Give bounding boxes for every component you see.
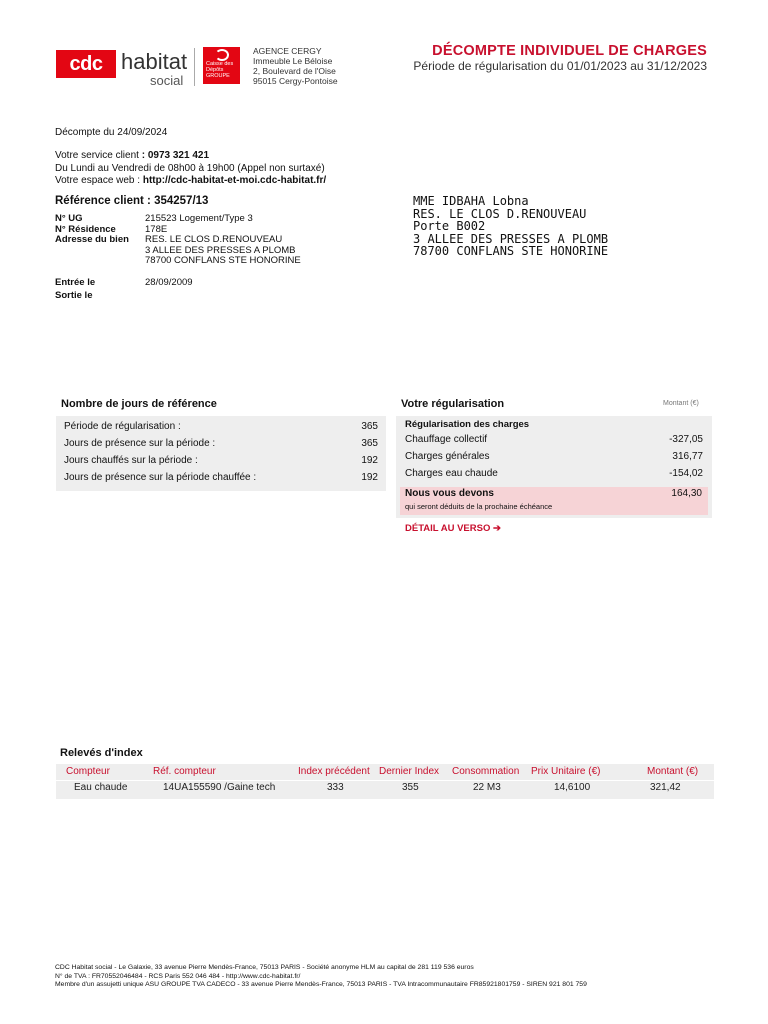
jours-value: 192 <box>361 455 378 466</box>
jours-label: Jours chauffés sur la période : <box>64 455 198 466</box>
adresse-value <box>145 235 301 267</box>
index-header: Dernier Index <box>379 766 440 777</box>
logo-divider <box>194 48 195 86</box>
residence-label: N° Résidence <box>55 223 116 235</box>
charge-row <box>405 468 703 479</box>
property-row <box>55 235 301 267</box>
property-details <box>55 214 301 267</box>
releves-title: Relevés d'index <box>60 747 143 759</box>
logo-social-text: social <box>150 73 184 88</box>
agency-address <box>253 46 338 86</box>
recipient-address <box>413 195 608 258</box>
index-cell: Eau chaude <box>74 782 128 793</box>
jours-value: 365 <box>361 421 378 432</box>
charge-label: Charges générales <box>405 451 490 462</box>
sortie-row <box>55 289 193 302</box>
total-due-value: 164,30 <box>671 488 702 499</box>
total-due-note: qui seront déduits de la prochaine échéance <box>405 502 553 511</box>
service-label: Votre service client <box>55 150 139 161</box>
jours-value: 192 <box>361 472 378 483</box>
regularisation-section-title <box>405 419 703 430</box>
total-due-box <box>400 487 708 515</box>
caisse-logo-text: Caisse des Dépôts GROUPE <box>206 61 234 79</box>
document-title: DÉCOMPTE INDIVIDUEL DE CHARGES <box>432 43 707 59</box>
adresse-line: 3 ALLEE DES PRESSES A PLOMB <box>145 244 296 256</box>
index-cell: 355 <box>402 782 419 793</box>
service-client-info <box>55 150 326 188</box>
index-table-divider <box>56 780 714 781</box>
agency-line: 2, Boulevard de l'Oise <box>253 66 336 76</box>
charge-value: -154,02 <box>669 468 703 479</box>
web-label: Votre espace web : <box>55 175 141 186</box>
entree-value: 28/09/2009 <box>145 277 193 288</box>
jours-row <box>64 472 378 483</box>
agency-line: 95015 Cergy-Pontoise <box>253 76 338 86</box>
web-link[interactable]: http://cdc-habitat-et-moi.cdc-habitat.fr/ <box>142 175 327 186</box>
adresse-line: 78700 CONFLANS STE HONORINE <box>145 255 301 266</box>
index-cell: 333 <box>327 782 344 793</box>
regularisation-title: Votre régularisation <box>401 398 505 410</box>
web-line <box>55 175 326 188</box>
charge-label: Chauffage collectif <box>405 434 488 445</box>
address-line: MME IDBAHA Lobna <box>413 194 529 208</box>
client-reference: Référence client : 354257/13 <box>55 195 209 207</box>
jours-row <box>64 438 378 449</box>
charge-row <box>405 451 703 462</box>
property-row <box>55 214 301 225</box>
address-line: RES. LE CLOS D.RENOUVEAU <box>413 206 587 221</box>
index-header: Consommation <box>452 766 520 777</box>
ug-label: N° UG <box>55 213 83 224</box>
legal-footer <box>55 964 587 990</box>
index-header: Prix Unitaire (€) <box>531 766 601 777</box>
section-title: Régularisation des charges <box>405 419 530 430</box>
footer-line: CDC Habitat social - Le Galaxie, 33 avenue Pierre Mendès-France, 75013 PARIS - Société anonyme HLM au capital de 281 119 536 euros <box>55 964 474 971</box>
index-header: Index précédent <box>298 766 370 777</box>
adresse-label: Adresse du bien <box>55 234 129 245</box>
caisse-des-depots-logo <box>203 47 240 84</box>
service-line <box>55 150 326 163</box>
entree-label: Entrée le <box>55 277 96 288</box>
footer-line: Membre d'un assujetti unique ASU GROUPE TVA CADECO - 33 avenue Pierre Mendès-France, 75013 PARIS - TVA Intracommunautaire FR85921801759 - SIREN 921 801 759 <box>55 981 587 988</box>
jours-panel <box>56 416 386 491</box>
cdc-logo: cdc <box>56 50 116 78</box>
adresse-line: RES. LE CLOS D.RENOUVEAU <box>145 234 283 245</box>
entry-exit-dates <box>55 276 193 302</box>
index-cell: 22 M3 <box>473 782 501 793</box>
jours-label: Période de régularisation : <box>64 421 181 432</box>
address-line: 78700 CONFLANS STE HONORINE <box>413 244 609 258</box>
index-header: Montant (€) <box>647 766 699 777</box>
jours-row <box>64 455 378 466</box>
charge-label: Charges eau chaude <box>405 468 498 479</box>
service-phone[interactable]: : 0973 321 421 <box>141 150 209 161</box>
charge-row <box>405 434 703 445</box>
jours-value: 365 <box>361 438 378 449</box>
entree-row <box>55 276 193 289</box>
sortie-label: Sortie le <box>55 290 93 301</box>
residence-value: 178E <box>145 223 168 235</box>
charge-value: -327,05 <box>669 434 703 445</box>
decompte-date: Décompte du 24/09/2024 <box>55 127 168 138</box>
address-line: 3 ALLEE DES PRESSES A PLOMB <box>413 231 609 246</box>
detail-au-verso-link[interactable]: DÉTAIL AU VERSO ➔ <box>405 523 501 534</box>
jours-row <box>64 421 378 432</box>
swirl-icon <box>215 49 229 61</box>
index-cell: 14UA155590 /Gaine tech <box>163 782 276 793</box>
jours-title: Nombre de jours de référence <box>61 398 217 410</box>
regularisation-period: Période de régularisation du 01/01/2023 au 31/12/2023 <box>413 59 707 73</box>
index-cell: 321,42 <box>650 782 681 793</box>
total-due-label: Nous vous devons <box>405 488 494 499</box>
index-header: Réf. compteur <box>153 766 216 777</box>
service-hours: Du Lundi au Vendredi de 08h00 à 19h00 (Appel non surtaxé) <box>55 162 325 174</box>
address-line: Porte B002 <box>413 219 486 233</box>
logo-habitat-text: habitat <box>121 49 188 74</box>
agency-line: AGENCE CERGY <box>253 46 322 56</box>
index-cell: 14,6100 <box>554 782 591 793</box>
footer-line: N° de TVA : FR70552046484 - RCS Paris 552 046 484 - http://www.cdc-habitat.fr/ <box>55 972 301 980</box>
jours-label: Jours de présence sur la période chauffée : <box>64 472 257 483</box>
montant-column-label: Montant (€) <box>663 400 699 407</box>
agency-line: Immeuble Le Béloise <box>253 56 333 66</box>
ug-value: 215523 Logement/Type 3 <box>145 213 253 224</box>
jours-label: Jours de présence sur la période : <box>64 438 216 449</box>
charge-value: 316,77 <box>672 451 703 462</box>
index-header: Compteur <box>66 766 110 777</box>
